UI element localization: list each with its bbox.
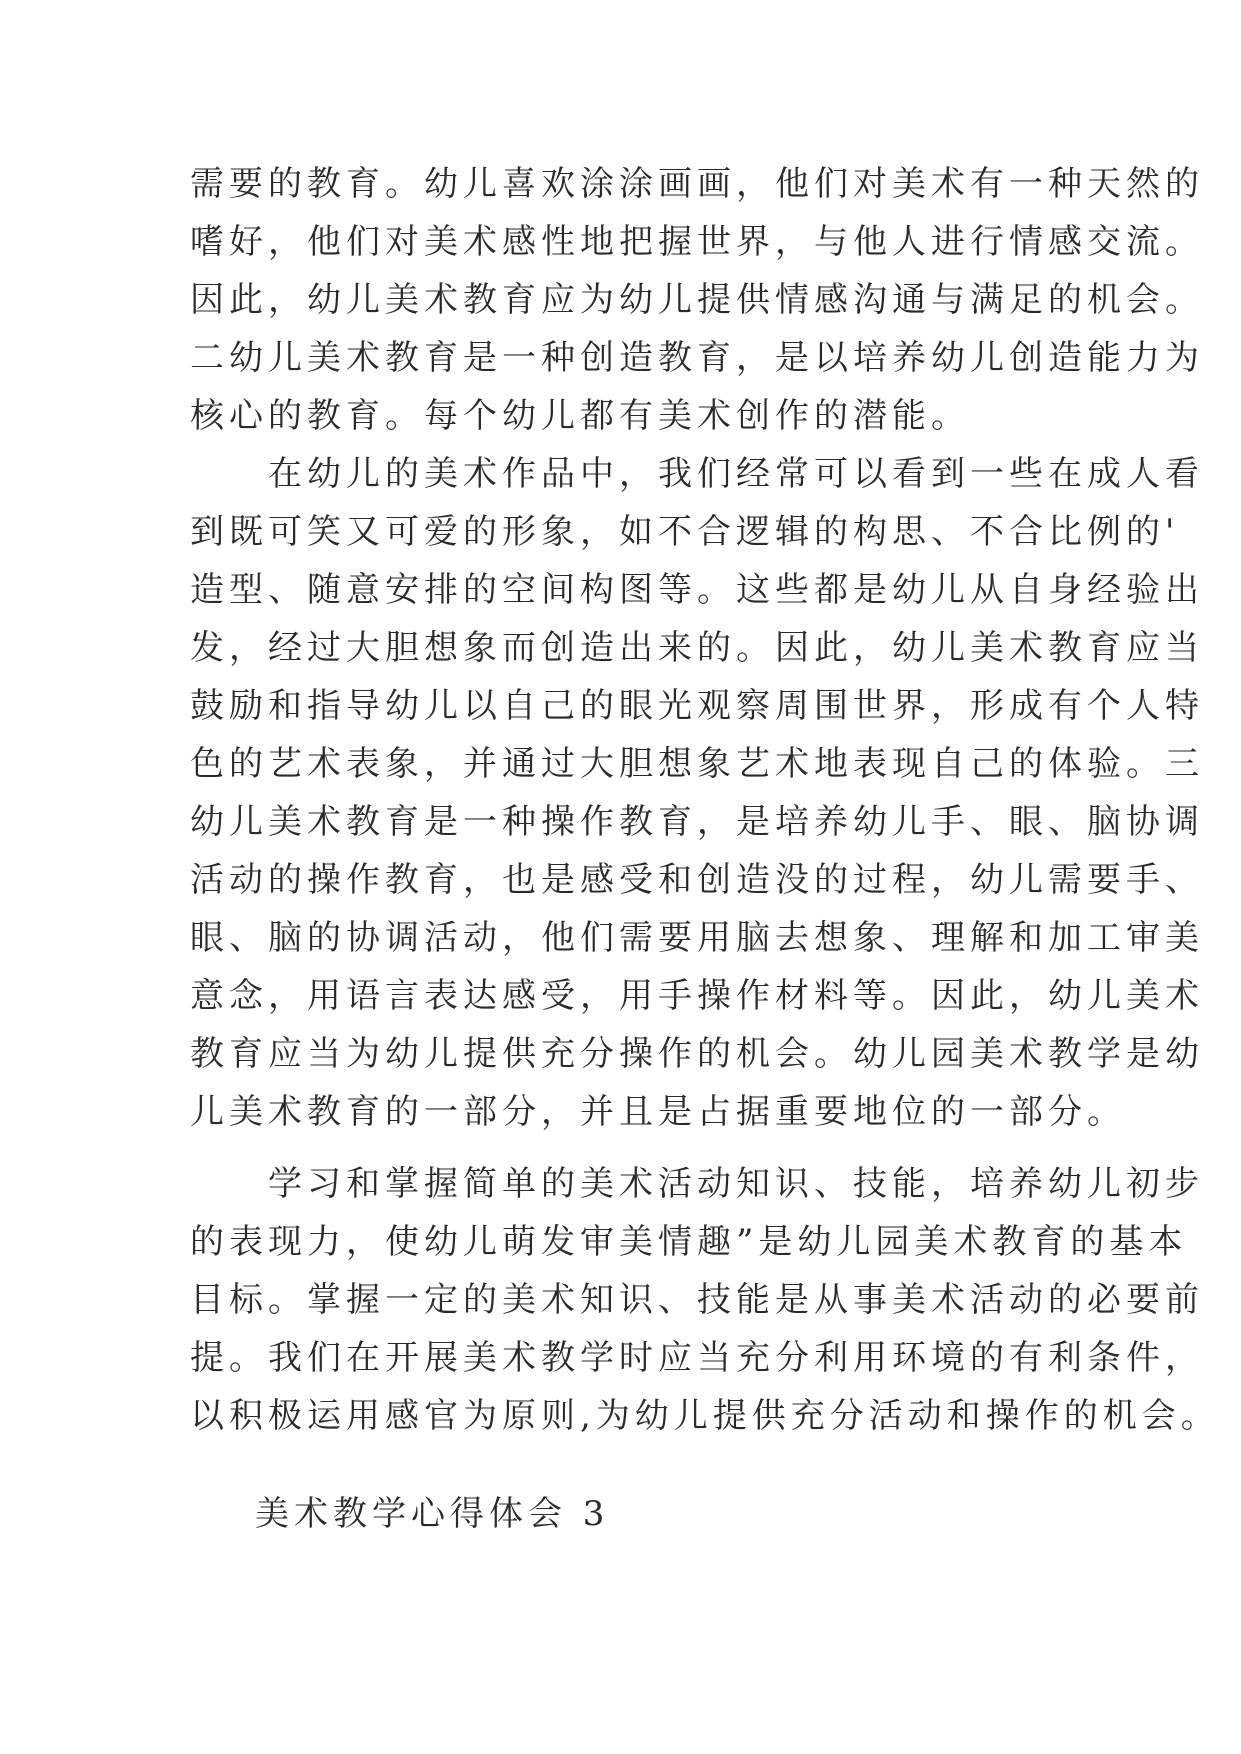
paragraph-1 — [190, 155, 1204, 445]
text-line: 鼓励和指导幼儿以自己的眼光观察周围世界，形成有个人特 — [190, 686, 1204, 726]
text-line: 活动的操作教育，也是感受和创造没的过程，幼儿需要手、 — [190, 860, 1204, 900]
text-line: 发，经过大胆想象而创造出来的。因此，幼儿美术教育应当 — [190, 628, 1204, 668]
text-line: 意念，用语言表达感受，用手操作材料等。因此，幼儿美术 — [190, 976, 1204, 1016]
text-line: 在幼儿的美术作品中，我们经常可以看到一些在成人看 — [190, 454, 1204, 494]
text-line: 造型、随意安排的空间构图等。这些都是幼儿从自身经验出 — [190, 570, 1204, 610]
text-line: 儿美术教育的一部分，并且是占据重要地位的一部分。 — [190, 1092, 1126, 1132]
paragraph-2 — [190, 445, 1204, 1141]
text-line: 色的艺术表象，并通过大胆想象艺术地表现自己的体验。三 — [190, 744, 1204, 784]
text-line: 嗜好，他们对美术感性地把握世界，与他人进行情感交流。 — [190, 222, 1204, 262]
text-line: 提。我们在开展美术教学时应当充分利用环境的有利条件， — [190, 1338, 1204, 1378]
text-line: 因此，幼儿美术教育应为幼儿提供情感沟通与满足的机会。 — [190, 280, 1204, 320]
paragraph-3 — [190, 1155, 1220, 1445]
text-line: 需要的教育。幼儿喜欢涂涂画画，他们对美术有一种天然的 — [190, 164, 1204, 204]
text-line: 学习和掌握简单的美术活动知识、技能，培养幼儿初步 — [190, 1164, 1204, 1204]
text-line: 到既可笑又可爱的形象，如不合逻辑的构思、不合比例的' — [190, 512, 1180, 552]
text-line: 幼儿美术教育是一种操作教育，是培养幼儿手、眼、脑协调 — [190, 802, 1204, 842]
section-heading: 美术教学心得体会 3 — [255, 1494, 610, 1534]
text-line: 眼、脑的协调活动，他们需要用脑去想象、理解和加工审美 — [190, 918, 1204, 958]
text-line: 教育应当为幼儿提供充分操作的机会。幼儿园美术教学是幼 — [190, 1034, 1204, 1074]
text-line: 以积极运用感官为原则,为幼儿提供充分活动和操作的机会。 — [190, 1396, 1220, 1436]
text-line: 二幼儿美术教育是一种创造教育，是以培养幼儿创造能力为 — [190, 338, 1204, 378]
text-line: 的表现力，使幼儿萌发审美情趣”是幼儿园美术教育的基本 — [190, 1222, 1188, 1262]
text-line: 目标。掌握一定的美术知识、技能是从事美术活动的必要前 — [190, 1280, 1204, 1320]
text-line: 核心的教育。每个幼儿都有美术创作的潜能。 — [190, 396, 970, 436]
